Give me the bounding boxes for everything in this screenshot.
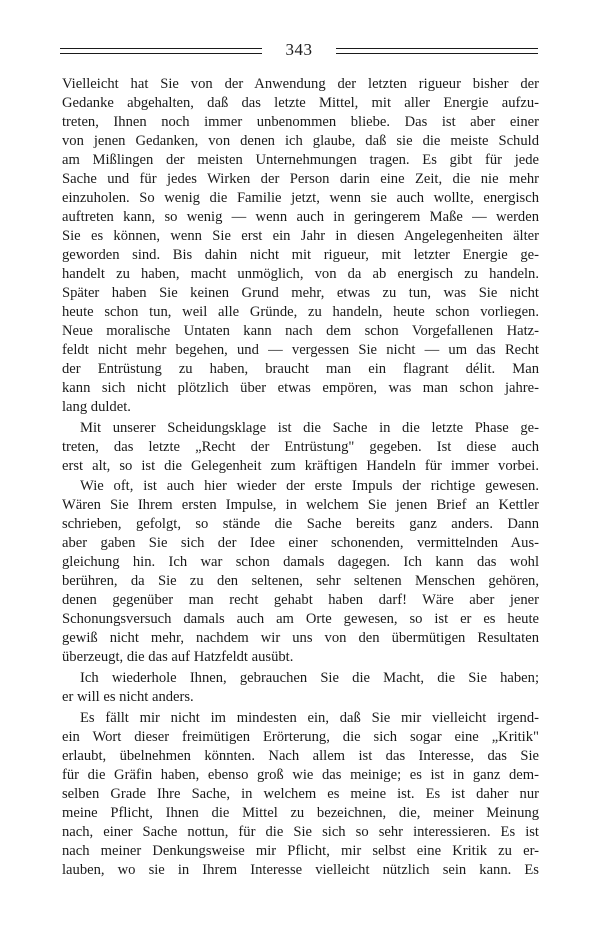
text-line: ein Wort dieser freimütigen Erörterung, die sich sogar eine „Kritik": [62, 729, 539, 745]
text-line: kann sich nicht plötzlich über etwas empören, was man schon jahre-: [62, 380, 539, 396]
text-line: treten, Ihnen noch immer unbenommen bliebe. Das ist aber einer: [62, 114, 539, 130]
text-line: Es fällt mir nicht im mindesten ein, daß Sie mir vielleicht irgend-: [80, 710, 539, 726]
text-line: für die Gräfin haben, ebenso groß wie das meinige; es ist in ganz dem-: [62, 767, 539, 783]
text-line: Neue moralische Untaten kann nach dem schon Vorgefallenen Hatz-: [62, 323, 539, 339]
text-line: heute schon tun, weil alle Gründe, zu handeln, heute schon vorliegen.: [62, 304, 539, 320]
text-line: aber gaben Sie sich der Idee einer schonenden, vermittelnden Aus-: [62, 535, 539, 551]
text-line: meine Pflicht, Ihnen die Mittel zu bezeichnen, die, meiner Meinung: [62, 805, 539, 821]
page-number: 343: [285, 40, 313, 59]
text-line: treten, das letzte „Recht der Entrüstung" gegeben. Ist diese auch: [62, 439, 539, 455]
text-line: Gedanke abgehalten, daß das letzte Mittel, mit aller Energie aufzu-: [62, 95, 539, 111]
text-line: der Entrüstung zu haben, braucht man ein flagrant délit. Man: [62, 361, 539, 377]
text-line: Schonungsversuch damals auch am Orte gewesen, so ist er es heute: [62, 611, 539, 627]
text-line: lauben, wo sie in Ihrem Interesse vielleicht nützlich sein kann. Es: [62, 862, 539, 878]
text-line: nach meiner Denkungsweise mir Pflicht, mir selbst eine Kritik zu er-: [62, 843, 539, 859]
text-line: am Mißlingen der meisten Unternehmungen tragen. Es gibt für jede: [62, 152, 539, 168]
text-line: gleichung hin. Ich war schon damals dagegen. Ich kann das wohl: [62, 554, 539, 570]
text-line: erlaubt, übelnehmen könnten. Nach allem ist das Interesse, das Sie: [62, 748, 539, 764]
header-rule-right: [336, 48, 538, 54]
text-line: handelt zu haben, macht unmöglich, von da ab energisch zu handeln.: [62, 266, 539, 282]
text-line: von jenen Gedanken, von denen ich glaube, daß sie die meiste Schuld: [62, 133, 539, 149]
text-line: schrieben, gefolgt, so stände die Sache bereits ganz anders. Dann: [62, 516, 539, 532]
text-line: Vielleicht hat Sie von der Anwendung der letzten rigueur bisher der: [62, 76, 539, 92]
text-line: geworden sind. Bis dahin nicht mit rigueur, mit letzter Energie ge-: [62, 247, 539, 263]
text-line: Später haben Sie keinen Grund mehr, etwas zu tun, was Sie nicht: [62, 285, 539, 301]
text-line: feldt nicht mehr begehen, und — vergessen Sie nicht — um das Recht: [62, 342, 539, 358]
text-line: lang duldet.: [62, 399, 131, 415]
text-line: nach, einer Sache nottun, für die Sie sich so sehr interessieren. Es ist: [62, 824, 539, 840]
text-line: gewiß nicht mehr, nachdem wir uns von den übermütigen Resultaten: [62, 630, 539, 646]
text-line: Sache und für jedes Wirken der Person darin eine Zeit, die nie mehr: [62, 171, 539, 187]
text-line: selben Grade Ihre Sache, in welchem es meine ist. Es ist daher nur: [62, 786, 539, 802]
text-line: einzuholen. So wenig die Familie jetzt, wenn sie auch wollte, energisch: [62, 190, 539, 206]
text-line: denen gegenüber man recht gehabt haben darf! Wäre aber jener: [62, 592, 539, 608]
text-line: auftreten kann, so wenig — wenn auch in geringerem Maße — werden: [62, 209, 539, 225]
text-line: Mit unserer Scheidungsklage ist die Sache in die letzte Phase ge-: [80, 420, 539, 436]
page-header: [60, 36, 538, 66]
text-line: erst alt, so ist die Gelegenheit zum kräftigen Handeln für immer vorbei.: [62, 458, 539, 474]
text-line: Wie oft, ist auch hier wieder der erste Impuls der richtige gewesen.: [80, 478, 539, 494]
text-line: Sie es können, wenn Sie erst ein Jahr in diesen Angelegenheiten älter: [62, 228, 539, 244]
text-line: berühren, da Sie zu den seltenen, sehr seltenen Menschen gehören,: [62, 573, 539, 589]
text-line: er will es nicht anders.: [62, 689, 194, 705]
text-line: überzeugt, die das auf Hatzfeldt ausübt.: [62, 649, 294, 665]
text-line: Wären Sie Ihrem ersten Impulse, in welchem Sie jenen Brief an Kettler: [62, 497, 539, 513]
text-line: Ich wiederhole Ihnen, gebrauchen Sie die Macht, die Sie haben;: [80, 670, 539, 686]
